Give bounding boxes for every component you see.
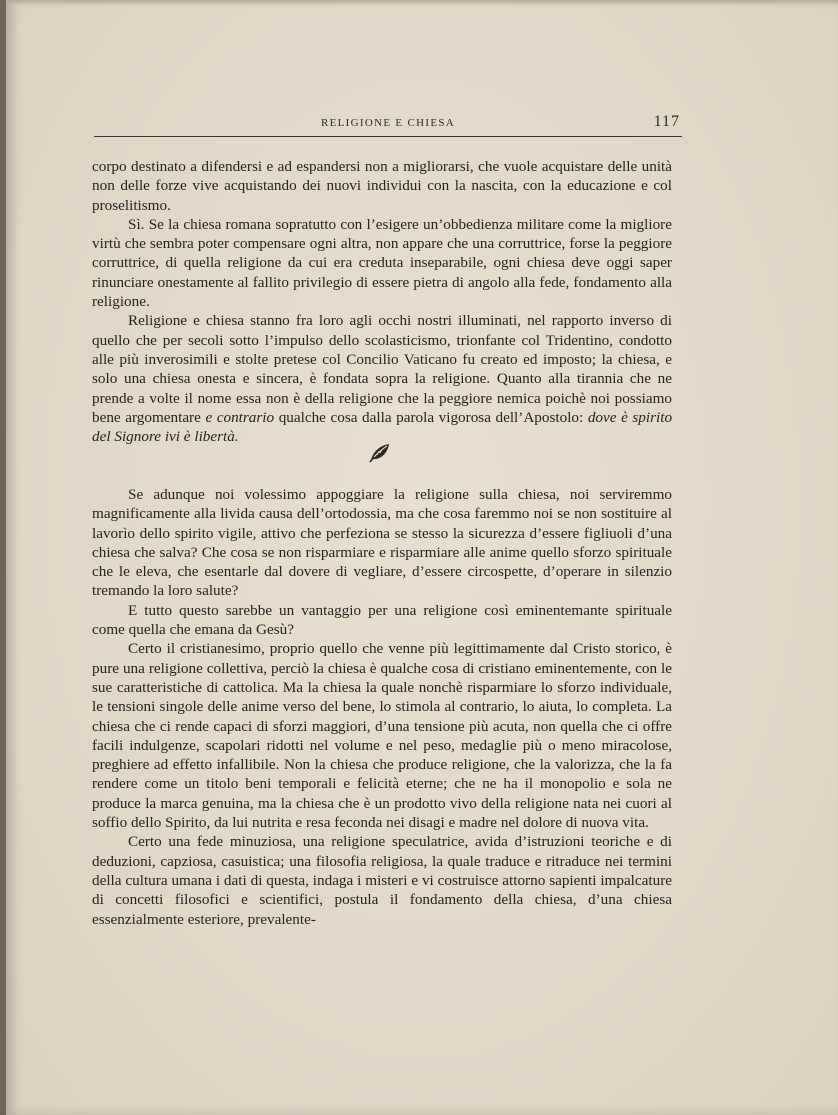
text-section-2 xyxy=(92,485,672,929)
page-number: 117 xyxy=(653,113,680,130)
italic-quote: dove è spirito del Signore ivi è libertà. xyxy=(92,408,673,446)
page-header xyxy=(94,112,682,137)
italic-phrase: e contrario xyxy=(205,408,275,426)
running-title: RELIGIONE E CHIESA xyxy=(321,117,455,129)
page-top-edge xyxy=(6,0,838,5)
paragraph xyxy=(92,311,672,446)
paragraph: Certo il cristianesimo, proprio quello che venne più legittimamente dal Cristo storico, è pure una religione collettiva, perciò la chiesa è qualche cosa di cristiano eminentemente, con le sue caratteristiche di cattolica. Ma la chiesa la quale nonchè risparmiare lo sforzo individuale, le tensioni singole delle anime verso del bene, lo stimola al contrario, lo aiuta, lo completa. La chiesa che ci rende capaci di sforzi maggiori, d’una tensione più acuta, non quella che ci offre facili indulgenze, scapolari ridotti nel volume e nel peso, medaglie più o meno miracolose, preghiere ad effetto infallibile. Non la chiesa che produce religione, che la valorizza, che la fa rendere come un titolo beni temporali e felicità eterne; che ne ha il monopolio e sola ne produce la marca genuina, ma la chiesa che è un prodotto vivo della religione nata nei cuori al soffio dello Spirito, da lui nutrita e resa feconda nei disagi e madre nel dolore di nuova vita. xyxy=(92,640,672,832)
paragraph-text: Religione e chiesa stanno fra loro agli occhi nostri illuminati, nel rapporto inverso di quello che per secoli sotto l’impulso dello scolasticismo, trionfante col Tridentino, condotto alle più inverosimili e stolte pretese col Concilio Vaticano fu creato ed imposto; la chiesa, e solo una chiesa onesta e sincera, è fondata sopra la religione. Quanto alla tirannia che ne prende a volte il nome essa non è della religione che la peggiore nemica poichè noi possiamo bene argomentare xyxy=(92,312,672,426)
paragraph: Sì. Se la chiesa romana sopratutto con l’esigere un’obbedienza militare come la migliore virtù che sembra poter compensare ogni altra, non appare che una corruttrice, forse la peggiore corruttrice, di quella religione da cui era creduta inseparabile, ogni chiesa deve oggi saper rinunciare onestamente al fallito privilegio di essere pietra di angolo alla fede, fondamento alla religione. xyxy=(92,215,672,311)
text-section-1 xyxy=(92,157,672,446)
paragraph-text: qualche cosa dalla parola vigorosa dell’Apostolo: xyxy=(278,408,584,426)
paragraph: Se adunque noi volessimo appoggiare la religione sulla chiesa, noi serviremmo magnificamente alla livida causa dell’ortodossia, ma che cosa faremmo noi se non sostituire al lavorìo dello spirito vigile, attivo che perfeziona se stesso la sicurezza d’essere figliuoli d’una chiesa che salva? Che cosa se non risparmiare e risparmiare alle anime quello sforzo spirituale che le eleva, che esentarle dal dovere di vegliare, d’essere circospette, d’operare in silenzio tremando la loro salute? xyxy=(92,486,672,600)
paragraph: corpo destinato a difendersi e ad espandersi non a migliorarsi, che vuole acquistare delle unità non delle forze vive acquistando dei nuovi individui con la nascita, con la educazione e col proselitismo. xyxy=(92,158,672,214)
leaf-ornament-icon xyxy=(368,440,392,464)
paragraph: E tutto questo sarebbe un vantaggio per una religione così eminentemante spirituale come quella che emana da Gesù? xyxy=(92,601,672,639)
paragraph: Certo una fede minuziosa, una religione speculatrice, avida d’istruzioni teoriche e di deduzioni, capziosa, casuistica; una filosofia religiosa, la quale traduce e ritraduce nei termini della cultura umana i dati di questa, indaga i misteri e vi costruisce attorno sapienti impalcature di concetti filosofici e scientifici, postula il fondamento della chiesa, d’una chiesa essenzialmente esteriore, prevalente- xyxy=(92,833,672,928)
